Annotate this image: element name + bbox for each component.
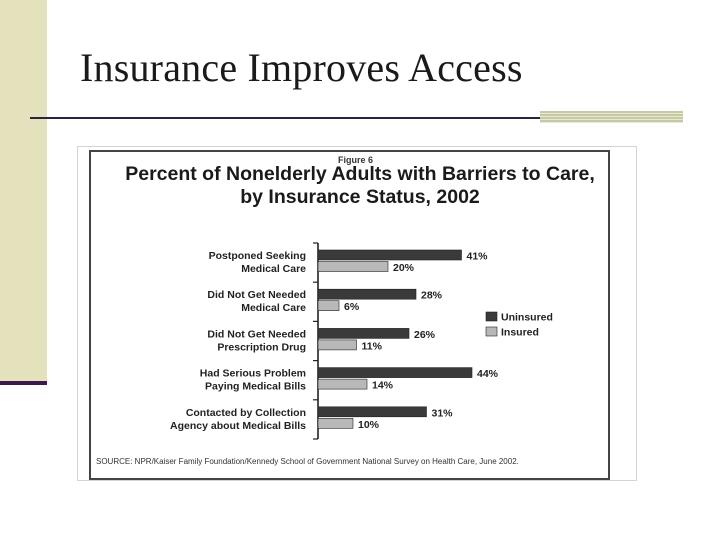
data-label: 6%	[344, 301, 360, 314]
data-label: 28%	[421, 289, 443, 302]
category-label: Medical Care	[241, 302, 306, 315]
data-label: 14%	[372, 379, 394, 392]
legend-label-insured: Insured	[501, 326, 539, 339]
bar-insured	[318, 379, 367, 389]
category-label: Paying Medical Bills	[205, 380, 306, 393]
legend-label-uninsured: Uninsured	[501, 311, 553, 324]
category-label: Postponed Seeking	[208, 250, 306, 262]
figure-label: Figure 6	[338, 155, 374, 165]
category-label: Had Serious Problem	[199, 367, 306, 380]
data-label: 11%	[361, 340, 382, 353]
bar-insured	[318, 262, 388, 272]
category-label: Did Not Get Needed	[207, 289, 306, 302]
category-label: Medical Care	[241, 263, 306, 275]
bar-insured	[318, 418, 353, 428]
slide-title: Insurance Improves Access	[80, 45, 523, 90]
data-label: 44%	[477, 368, 499, 381]
bar-uninsured	[318, 407, 427, 417]
bar-insured	[318, 340, 357, 350]
legend-swatch-uninsured	[486, 312, 497, 321]
category-label: Contacted by Collection	[185, 406, 306, 419]
data-label: 31%	[431, 407, 453, 420]
category-label: Prescription Drug	[217, 341, 306, 354]
legend-swatch-insured	[486, 327, 497, 336]
category-label: Did Not Get Needed	[207, 328, 306, 341]
bar-insured	[318, 301, 339, 311]
bar-uninsured	[318, 328, 409, 338]
data-label: 26%	[414, 328, 436, 341]
data-label: 20%	[393, 262, 415, 274]
data-label: 10%	[358, 418, 380, 431]
category-label: Agency about Medical Bills	[170, 419, 306, 432]
bar-uninsured	[318, 368, 472, 378]
bar-uninsured	[318, 289, 416, 299]
chart-title: Percent of Nonelderly Adults with Barriers to Care, by Insurance Status, 2002	[125, 163, 595, 208]
bar-uninsured	[318, 250, 462, 260]
data-label: 41%	[466, 250, 488, 263]
chart-source-note: SOURCE: NPR/Kaiser Family Foundation/Kennedy School of Government National Survey on Health Care, June 2002.	[96, 457, 519, 466]
